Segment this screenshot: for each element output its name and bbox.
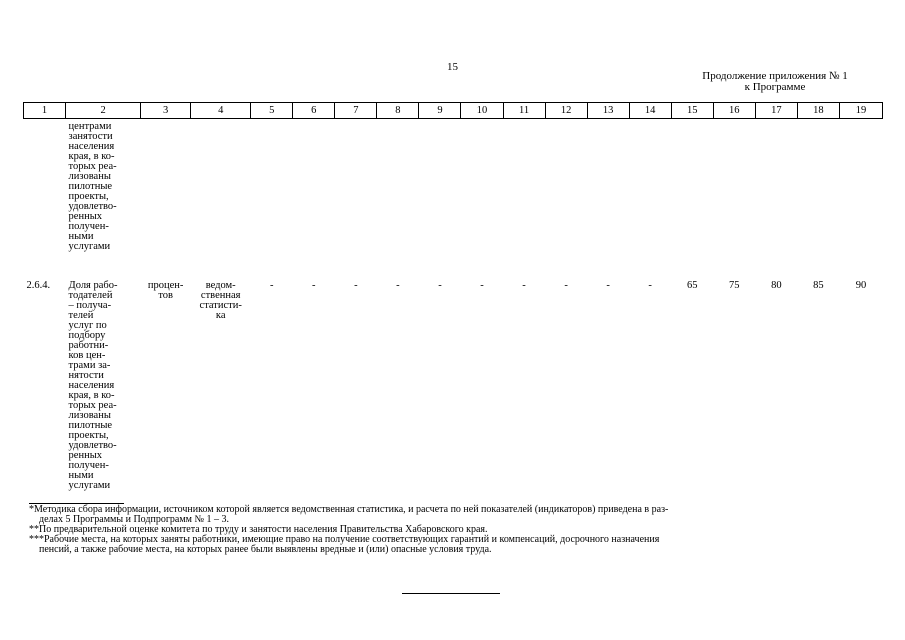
column-header: 17 bbox=[755, 103, 797, 119]
footnote-2: **По предварительной оценке комитета по труду и занятости населения Правительства Хабаровского края. bbox=[29, 524, 488, 535]
value-cell: - bbox=[312, 280, 316, 291]
cell-line: удовлетво- bbox=[68, 440, 117, 451]
column-header: 7 bbox=[335, 103, 377, 119]
continued-row-empty bbox=[141, 119, 883, 273]
column-header: 12 bbox=[545, 103, 587, 119]
cell-line: подбору bbox=[68, 330, 106, 341]
cell-line: статисти- bbox=[199, 300, 242, 311]
footnote-3-line1: ***Рабочие места, на которых заняты работники, имеющие право на получение соответствующих гарантий и компенсаций, досрочного назначения bbox=[29, 534, 660, 545]
column-header: 4 bbox=[191, 103, 251, 119]
cell-line: лизованы bbox=[68, 410, 111, 421]
column-number-row bbox=[24, 103, 883, 119]
cell-line: занятости bbox=[68, 131, 113, 142]
cell-line: трами за- bbox=[68, 360, 111, 371]
page-number: 15 bbox=[447, 61, 458, 73]
cell-line: ственная bbox=[200, 290, 241, 301]
cell-line: нятости bbox=[68, 370, 104, 381]
value-cell: - bbox=[522, 280, 526, 291]
continued-row bbox=[24, 119, 883, 273]
cell-line: торых реа- bbox=[68, 161, 117, 172]
cell-line: торых реа- bbox=[68, 400, 117, 411]
continuation-line2: к Программе bbox=[744, 81, 806, 93]
cell-line: населения bbox=[68, 380, 115, 391]
value-cell: - bbox=[354, 280, 358, 291]
value-cell: - bbox=[438, 280, 442, 291]
cell-line: услугами bbox=[68, 241, 111, 252]
footnote-1-line1: *Методика сбора информации, источником которой является ведомственная статистика, и расчета по ней показателей (индикаторов) приведена в раз- bbox=[29, 504, 669, 515]
column-header: 6 bbox=[293, 103, 335, 119]
footnote-3-line2: пенсий, а также рабочие места, на которых ранее были выявлены вредные и (или) опасные условия труда. bbox=[39, 544, 492, 555]
cell-line: услугами bbox=[68, 480, 111, 491]
cell-line: края, в ко- bbox=[68, 151, 115, 162]
value-cell: - bbox=[606, 280, 610, 291]
cell-line: ренных bbox=[68, 450, 103, 461]
column-header: 18 bbox=[797, 103, 839, 119]
footnotes bbox=[29, 505, 877, 555]
continuation-line1: Продолжение приложения № 1 bbox=[702, 70, 848, 82]
cell-line: проекты, bbox=[68, 191, 109, 202]
value-cell: - bbox=[648, 280, 652, 291]
continued-row-number bbox=[24, 119, 66, 273]
row-unit bbox=[141, 272, 191, 491]
column-header: 16 bbox=[713, 103, 755, 119]
cell-line: услуг по bbox=[68, 320, 107, 331]
column-header: 19 bbox=[839, 103, 882, 119]
cell-line: работни- bbox=[68, 340, 109, 351]
cell-line: центрами bbox=[68, 121, 112, 132]
cell-line: получен- bbox=[68, 460, 109, 471]
column-header: 15 bbox=[671, 103, 713, 119]
cell-line: края, в ко- bbox=[68, 390, 115, 401]
row-number: 2.6.4. bbox=[26, 280, 51, 291]
cell-line: ков цен- bbox=[68, 350, 106, 361]
cell-line: получен- bbox=[68, 221, 109, 232]
continued-row-name bbox=[66, 119, 141, 273]
value-cell: 90 bbox=[855, 280, 867, 291]
column-header: 11 bbox=[503, 103, 545, 119]
value-cell: - bbox=[396, 280, 400, 291]
column-header: 5 bbox=[251, 103, 293, 119]
column-header: 8 bbox=[377, 103, 419, 119]
end-divider bbox=[402, 593, 500, 594]
cell-line: пилотные bbox=[68, 420, 113, 431]
column-header: 13 bbox=[587, 103, 629, 119]
column-header: 14 bbox=[629, 103, 671, 119]
cell-line: ка bbox=[215, 310, 226, 321]
cell-line: ными bbox=[68, 470, 94, 481]
row-name bbox=[66, 272, 141, 491]
cell-line: телей bbox=[68, 310, 94, 321]
value-cell: 75 bbox=[729, 280, 740, 291]
cell-line: – получа- bbox=[68, 300, 112, 311]
cell-line: пилотные bbox=[68, 181, 113, 192]
cell-line: тодателей bbox=[68, 290, 113, 301]
column-header: 3 bbox=[141, 103, 191, 119]
value-cell: 85 bbox=[813, 280, 824, 291]
indicators-table-wrap bbox=[23, 102, 883, 491]
cell-line: тов bbox=[158, 290, 173, 301]
column-header: 1 bbox=[24, 103, 66, 119]
cell-line: ренных bbox=[68, 211, 103, 222]
column-header: 10 bbox=[461, 103, 503, 119]
value-cell: - bbox=[480, 280, 484, 291]
cell-line: лизованы bbox=[68, 171, 111, 182]
column-header: 9 bbox=[419, 103, 461, 119]
row-source bbox=[191, 272, 251, 491]
value-cell: 65 bbox=[686, 280, 698, 291]
continuation-heading bbox=[685, 71, 865, 93]
indicators-table bbox=[23, 102, 883, 491]
cell-line: ными bbox=[68, 231, 94, 242]
footnote-1-line2: делах 5 Программы и Подпрограмм № 1 – 3. bbox=[39, 514, 230, 525]
cell-line: Доля рабо- bbox=[68, 280, 118, 291]
table-row bbox=[24, 272, 883, 491]
value-cell: - bbox=[270, 280, 274, 291]
cell-line: удовлетво- bbox=[68, 201, 117, 212]
value-cell: - bbox=[564, 280, 568, 291]
cell-line: ведом- bbox=[205, 280, 236, 291]
column-header: 2 bbox=[66, 103, 141, 119]
cell-line: процен- bbox=[147, 280, 184, 291]
cell-line: проекты, bbox=[68, 430, 109, 441]
cell-line: населения bbox=[68, 141, 115, 152]
value-cell: 80 bbox=[771, 280, 782, 291]
